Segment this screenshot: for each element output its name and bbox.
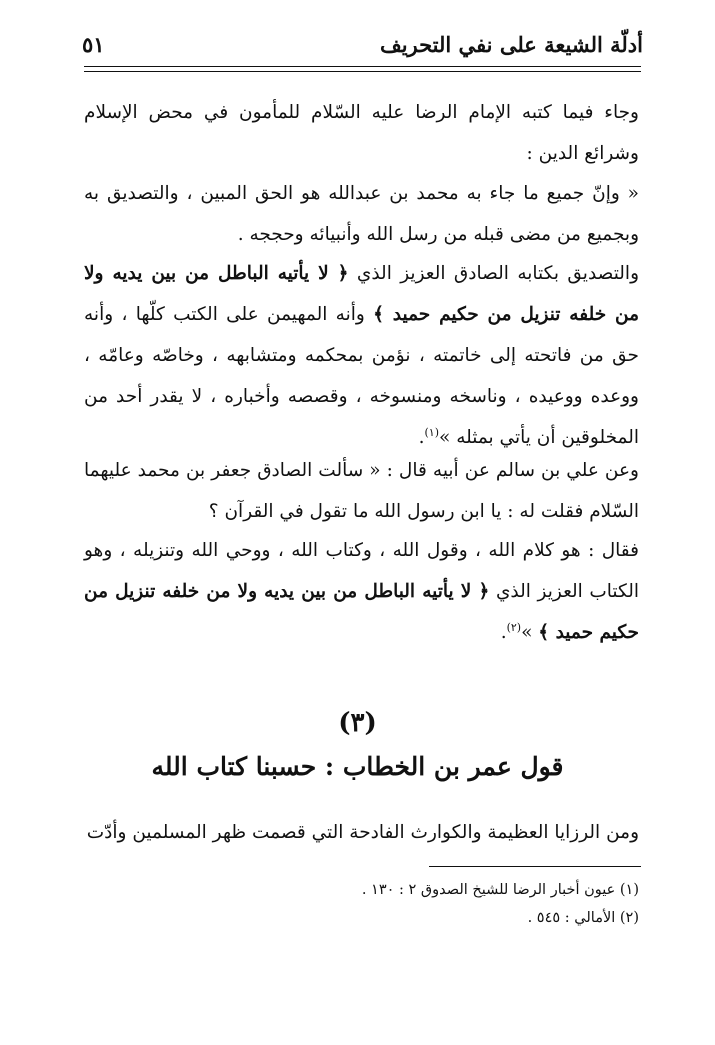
footnote-1: (١) عيون أخبار الرضا للشيخ الصدوق ٢ : ١٣٠ . [361,882,639,898]
paragraph-text: فقال : هو كلام الله ، وقول الله ، وكتاب الله ، ووحي الله وتنزيله ، وهو الكتاب العزيز الذي [84,540,639,602]
footnote-2: (٢) الأمالي : ٥٤٥ . [527,910,639,926]
paragraph-quote-start: « وإنّ جميع ما جاء به محمد بن عبدالله هو الحق المبين ، والتصديق به وبجميع من مضى قبله من رسل الله وأنبيائه وحججه . [84,183,639,245]
paragraph-book-testimony [84,253,639,458]
paragraph-text: » [521,622,539,643]
paragraph-answer [84,530,639,653]
quran-verse: ﴿ لا يأتيه الباطل من بين يديه ولا من خلفه تنزيل من حكيم حميد ﴾ [84,263,639,325]
paragraph-section-body: ومن الرزايا العظيمة والكوارث الفادحة التي قصمت ظهر المسلمين وأدّت [86,822,639,843]
paragraph-narration: وعن علي بن سالم عن أبيه قال : « سألت الصادق جعفر بن محمد عليهما السّلام فقلت له : يا ابن رسول الله ما تقول في القرآن ؟ [84,460,639,522]
quran-verse: ﴿ لا يأتيه الباطل من بين يديه ولا من خلفه تنزيل من حكيم حميد ﴾ [84,581,639,643]
paragraph-text: وأنه المهيمن على الكتب كلّها ، وأنه حق من فاتحته إلى خاتمته ، نؤمن بمحكمه ومتشابهه ، وخاصّه وعامّه ، ووعده ووعيده ، وناسخه ومنسوخه ، وقصصه وأخباره ، لا يقدر أحد من المخلوقين أن يأتي بمثله » [84,304,639,448]
section-title: قول عمر بن الخطاب : حسبنا كتاب الله [151,752,564,781]
footnote-separator [429,866,641,867]
footnote-marker: (١) [424,425,439,439]
paragraph-intro: وجاء فيما كتبه الإمام الرضا عليه السّلام للمأمون في محض الإسلام وشرائع الدين : [84,102,639,164]
page-number: ٥١ [82,32,105,57]
running-header-title: أدلّة الشيعة على نفي التحريف [379,32,643,57]
header-rule-top [84,66,641,67]
footnote-marker: (٢) [506,620,522,634]
paragraph-text: والتصديق بكتابه الصادق العزيز الذي [348,263,640,284]
header-rule-bottom [84,71,641,72]
paragraph-end: . [500,622,507,643]
paragraph-end: . [418,427,425,448]
section-number: (٣) [338,708,377,738]
